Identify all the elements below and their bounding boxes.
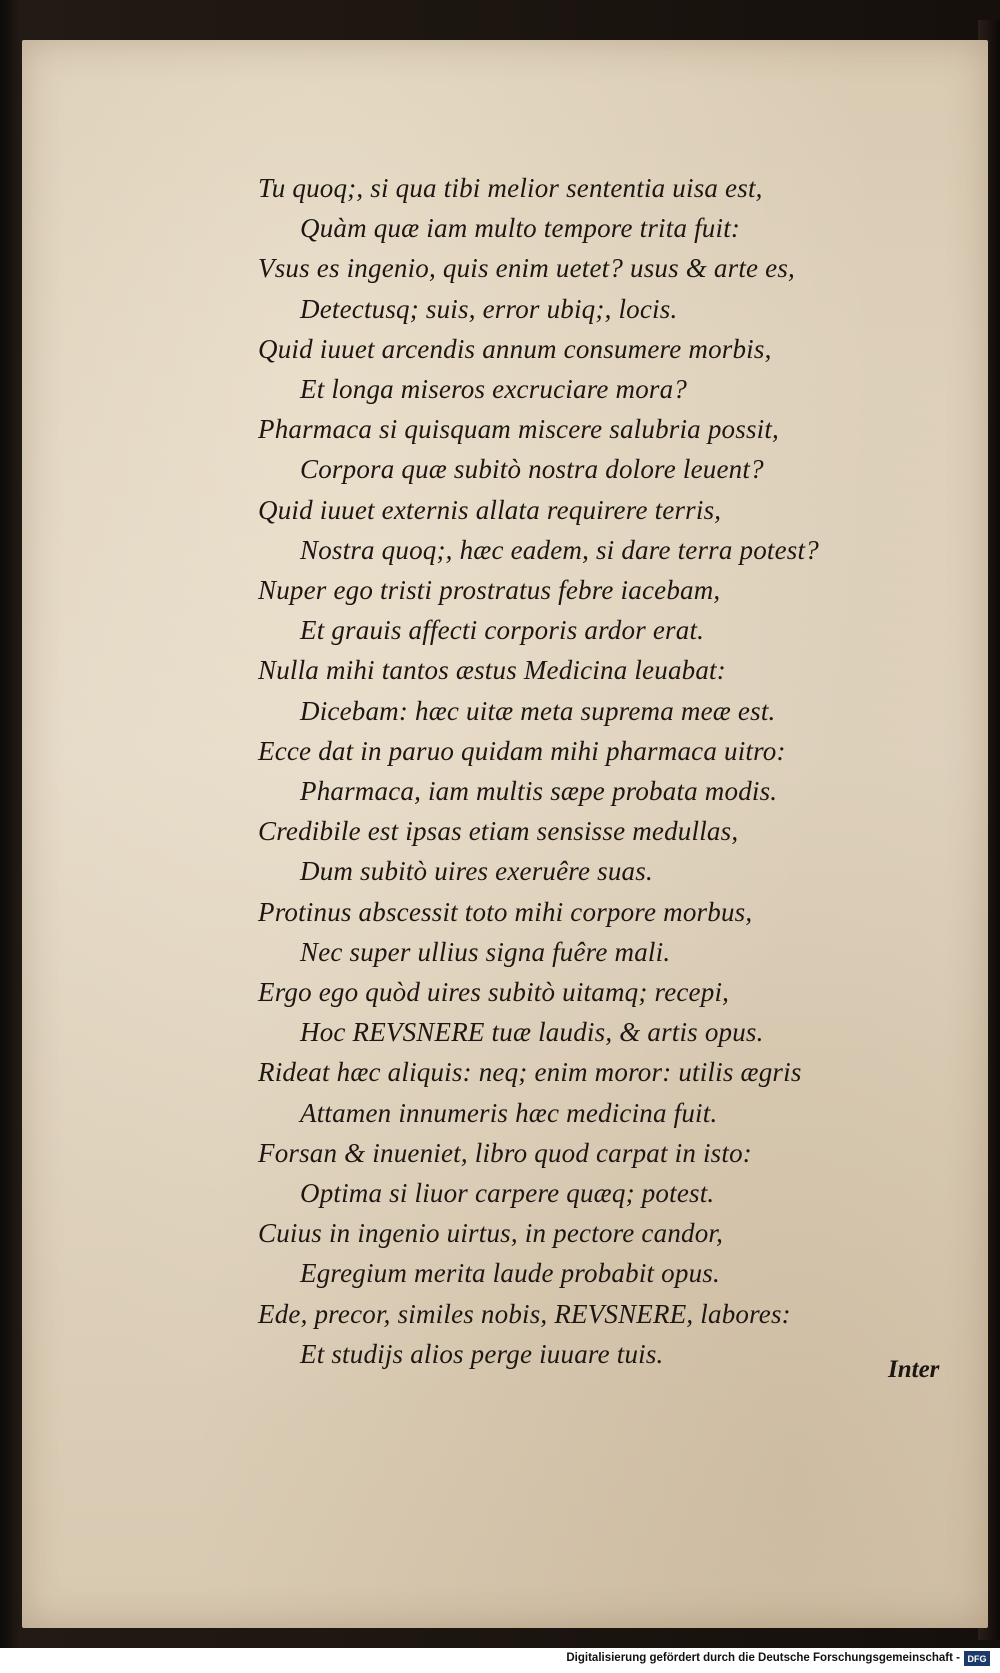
- verse-line: Corpora quæ subitò nostra dolore leuent?: [300, 454, 764, 485]
- verse-line: Attamen innumeris hæc medicina fuit.: [300, 1097, 718, 1128]
- verse-line: Forsan & inueniet, libro quod carpat in isto:: [258, 1137, 752, 1168]
- verse-line: Cuius in ingenio uirtus, in pectore candor,: [258, 1218, 724, 1249]
- verse-line: Quàm quæ iam multo tempore trita fuit:: [300, 213, 741, 244]
- verse-line: Ecce dat in paruo quidam mihi pharmaca uitro:: [258, 735, 786, 766]
- verse-line: Protinus abscessit toto mihi corpore morbus,: [258, 896, 753, 927]
- dfg-logo-icon: DFG: [964, 1651, 990, 1666]
- verse-line: Detectusq; suis, error ubiq;, locis.: [300, 293, 678, 324]
- catchword: Inter: [888, 1356, 940, 1383]
- verse-line: Nostra quoq;, hæc eadem, si dare terra potest?: [300, 534, 819, 565]
- verse-line: Hoc REVSNERE tuæ laudis, & artis opus.: [300, 1017, 764, 1048]
- verse-line: Pharmaca, iam multis sæpe probata modis.: [300, 776, 778, 807]
- verse-line: Quid iuuet externis allata requirere terris,: [258, 494, 722, 525]
- verse-line: Quid iuuet arcendis annum consumere morbis,: [258, 333, 772, 364]
- verse-line: Dum subitò uires exeruêre suas.: [300, 856, 653, 887]
- verse-line: Rideat hæc aliquis: neq; enim moror: utilis ægris: [258, 1057, 802, 1088]
- verse-line: Tu quoq;, si qua tibi melior sententia uisa est,: [258, 173, 763, 203]
- poem-text: [258, 168, 908, 1374]
- verse-line: Et longa miseros excruciare mora?: [300, 374, 688, 405]
- verse-line: Pharmaca si quisquam miscere salubria possit,: [258, 414, 779, 445]
- verse-line: Et studijs alios perge iuuare tuis.: [300, 1338, 664, 1369]
- verse-line: Nuper ego tristi prostratus febre iacebam,: [258, 575, 721, 606]
- verse-line: Ede, precor, similes nobis, REVSNERE, labores:: [258, 1298, 791, 1329]
- verse-line: Vsus es ingenio, quis enim uetet? usus & arte es,: [258, 253, 795, 284]
- funding-credit: Digitalisierung gefördert durch die Deutsche Forschungsgemeinschaft -: [566, 1652, 960, 1664]
- verse-line: Optima si liuor carpere quæq; potest.: [300, 1178, 715, 1209]
- verse-line: Ergo ego quòd uires subitò uitamq; recepi,: [258, 977, 730, 1008]
- verse-line: Nec super ullius signa fuêre mali.: [300, 936, 671, 967]
- verse-line: Credibile est ipsas etiam sensisse medullas,: [258, 816, 739, 847]
- verse-line: Et grauis affecti corporis ardor erat.: [300, 615, 705, 646]
- verse-line: Nulla mihi tantos æstus Medicina leuabat:: [258, 655, 726, 686]
- verse-line: Egregium merita laude probabit opus.: [300, 1258, 720, 1289]
- verse-line: Dicebam: hæc uitæ meta suprema meæ est.: [300, 695, 776, 726]
